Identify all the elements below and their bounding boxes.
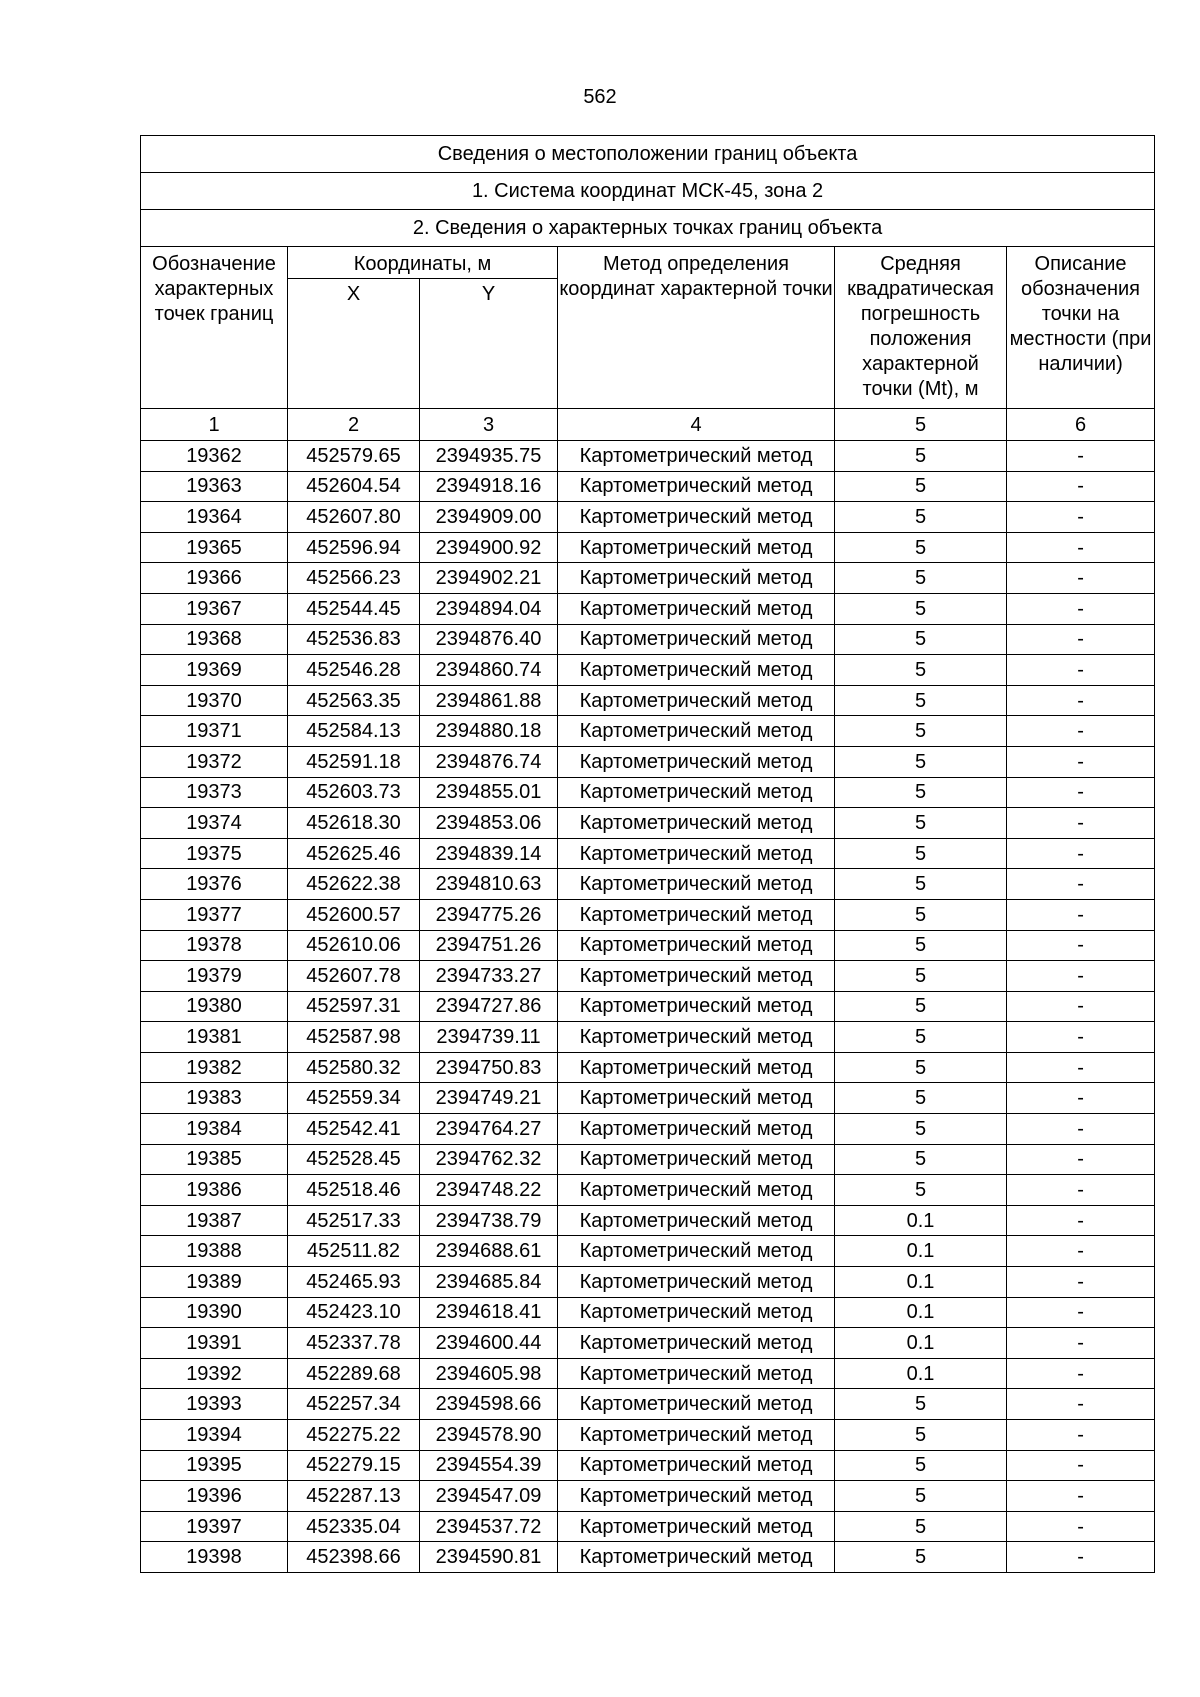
error-cell: 5: [835, 1083, 1007, 1114]
coord-x-cell: 452618.30: [288, 808, 420, 839]
coord-y-cell: 2394739.11: [420, 1022, 558, 1053]
error-cell: 5: [835, 593, 1007, 624]
error-cell: 0.1: [835, 1267, 1007, 1298]
table-row: [141, 1389, 1155, 1420]
coord-x-cell: 452579.65: [288, 441, 420, 472]
coord-x-cell: 452517.33: [288, 1205, 420, 1236]
header-coordinates: Координаты, м: [288, 247, 558, 279]
point-id-cell: 19375: [141, 838, 288, 869]
coord-y-cell: 2394547.09: [420, 1481, 558, 1512]
description-cell: -: [1007, 1267, 1155, 1298]
coord-y-cell: 2394764.27: [420, 1114, 558, 1145]
point-id-cell: 19381: [141, 1022, 288, 1053]
description-cell: -: [1007, 1022, 1155, 1053]
point-id-cell: 19364: [141, 502, 288, 533]
method-cell: Картометрический метод: [558, 1022, 835, 1053]
error-cell: 0.1: [835, 1358, 1007, 1389]
method-cell: Картометрический метод: [558, 746, 835, 777]
point-id-cell: 19392: [141, 1358, 288, 1389]
description-cell: -: [1007, 869, 1155, 900]
point-id-cell: 19393: [141, 1389, 288, 1420]
method-cell: Картометрический метод: [558, 624, 835, 655]
method-cell: Картометрический метод: [558, 1267, 835, 1298]
point-id-cell: 19396: [141, 1481, 288, 1512]
description-cell: -: [1007, 746, 1155, 777]
table-row: [141, 1420, 1155, 1451]
table-row: [141, 1481, 1155, 1512]
description-cell: -: [1007, 1205, 1155, 1236]
coord-x-cell: 452511.82: [288, 1236, 420, 1267]
column-number: 6: [1007, 409, 1155, 441]
method-cell: Картометрический метод: [558, 1420, 835, 1451]
column-number: 5: [835, 409, 1007, 441]
table-row: [141, 685, 1155, 716]
table-row: [141, 1236, 1155, 1267]
coord-y-cell: 2394618.41: [420, 1297, 558, 1328]
coord-y-cell: 2394876.40: [420, 624, 558, 655]
description-cell: -: [1007, 961, 1155, 992]
description-cell: -: [1007, 502, 1155, 533]
point-id-cell: 19387: [141, 1205, 288, 1236]
coord-y-cell: 2394685.84: [420, 1267, 558, 1298]
table-row: [141, 1205, 1155, 1236]
coord-x-cell: 452518.46: [288, 1175, 420, 1206]
point-id-cell: 19367: [141, 593, 288, 624]
table-row: [141, 1083, 1155, 1114]
coord-y-cell: 2394900.92: [420, 532, 558, 563]
coord-y-cell: 2394876.74: [420, 746, 558, 777]
description-cell: -: [1007, 1511, 1155, 1542]
header-description: Описание обозначения точки на местности (при наличии): [1007, 247, 1155, 409]
table-row: [141, 441, 1155, 472]
error-cell: 5: [835, 563, 1007, 594]
coord-x-cell: 452597.31: [288, 991, 420, 1022]
coordinate-system: 1. Система координат МСК-45, зона 2: [141, 173, 1155, 210]
description-cell: -: [1007, 1144, 1155, 1175]
coord-x-cell: 452604.54: [288, 471, 420, 502]
header-designation: Обозначение характерных точек границ: [141, 247, 288, 409]
table-row: [141, 716, 1155, 747]
coord-x-cell: 452544.45: [288, 593, 420, 624]
coord-x-cell: 452275.22: [288, 1420, 420, 1451]
column-number: 4: [558, 409, 835, 441]
method-cell: Картометрический метод: [558, 1511, 835, 1542]
point-id-cell: 19378: [141, 930, 288, 961]
table-row: [141, 502, 1155, 533]
point-id-cell: 19397: [141, 1511, 288, 1542]
error-cell: 5: [835, 899, 1007, 930]
point-id-cell: 19385: [141, 1144, 288, 1175]
coord-y-cell: 2394860.74: [420, 655, 558, 686]
coord-x-cell: 452536.83: [288, 624, 420, 655]
table-row: [141, 1267, 1155, 1298]
error-cell: 5: [835, 808, 1007, 839]
error-cell: 5: [835, 716, 1007, 747]
point-id-cell: 19365: [141, 532, 288, 563]
method-cell: Картометрический метод: [558, 1481, 835, 1512]
page-number: 562: [583, 86, 617, 108]
coord-y-cell: 2394880.18: [420, 716, 558, 747]
point-id-cell: 19369: [141, 655, 288, 686]
error-cell: 5: [835, 502, 1007, 533]
coord-x-cell: 452625.46: [288, 838, 420, 869]
table-row: [141, 532, 1155, 563]
method-cell: Картометрический метод: [558, 1052, 835, 1083]
coord-y-cell: 2394894.04: [420, 593, 558, 624]
method-cell: Картометрический метод: [558, 655, 835, 686]
method-cell: Картометрический метод: [558, 1144, 835, 1175]
point-id-cell: 19398: [141, 1542, 288, 1573]
coord-y-cell: 2394839.14: [420, 838, 558, 869]
coord-x-cell: 452563.35: [288, 685, 420, 716]
point-id-cell: 19388: [141, 1236, 288, 1267]
error-cell: 5: [835, 655, 1007, 686]
table-row: [141, 655, 1155, 686]
method-cell: Картометрический метод: [558, 716, 835, 747]
description-cell: -: [1007, 1481, 1155, 1512]
error-cell: 5: [835, 532, 1007, 563]
error-cell: 5: [835, 991, 1007, 1022]
description-cell: -: [1007, 1542, 1155, 1573]
method-cell: Картометрический метод: [558, 869, 835, 900]
coord-x-cell: 452607.80: [288, 502, 420, 533]
point-id-cell: 19377: [141, 899, 288, 930]
header-x: X: [288, 279, 420, 409]
table-row: [141, 869, 1155, 900]
error-cell: 5: [835, 1420, 1007, 1451]
description-cell: -: [1007, 1420, 1155, 1451]
error-cell: 0.1: [835, 1328, 1007, 1359]
error-cell: 5: [835, 1022, 1007, 1053]
method-cell: Картометрический метод: [558, 502, 835, 533]
coord-x-cell: 452335.04: [288, 1511, 420, 1542]
coord-x-cell: 452337.78: [288, 1328, 420, 1359]
table-row: [141, 563, 1155, 594]
method-cell: Картометрический метод: [558, 563, 835, 594]
point-id-cell: 19376: [141, 869, 288, 900]
coord-y-cell: 2394727.86: [420, 991, 558, 1022]
description-cell: -: [1007, 1052, 1155, 1083]
coord-x-cell: 452257.34: [288, 1389, 420, 1420]
coord-x-cell: 452584.13: [288, 716, 420, 747]
error-cell: 5: [835, 1144, 1007, 1175]
description-cell: -: [1007, 1389, 1155, 1420]
method-cell: Картометрический метод: [558, 961, 835, 992]
coord-x-cell: 452287.13: [288, 1481, 420, 1512]
coord-y-cell: 2394810.63: [420, 869, 558, 900]
coord-x-cell: 452546.28: [288, 655, 420, 686]
method-cell: Картометрический метод: [558, 1542, 835, 1573]
error-cell: 5: [835, 685, 1007, 716]
error-cell: 5: [835, 1114, 1007, 1145]
error-cell: 0.1: [835, 1297, 1007, 1328]
coord-y-cell: 2394537.72: [420, 1511, 558, 1542]
method-cell: Картометрический метод: [558, 1358, 835, 1389]
table-row: [141, 961, 1155, 992]
point-id-cell: 19386: [141, 1175, 288, 1206]
error-cell: 5: [835, 1175, 1007, 1206]
coord-y-cell: 2394762.32: [420, 1144, 558, 1175]
coord-y-cell: 2394861.88: [420, 685, 558, 716]
table-row: [141, 1328, 1155, 1359]
method-cell: Картометрический метод: [558, 991, 835, 1022]
point-id-cell: 19371: [141, 716, 288, 747]
table-row: [141, 1114, 1155, 1145]
coord-y-cell: 2394935.75: [420, 441, 558, 472]
coord-x-cell: 452587.98: [288, 1022, 420, 1053]
table-row: [141, 471, 1155, 502]
coord-y-cell: 2394554.39: [420, 1450, 558, 1481]
column-number: 2: [288, 409, 420, 441]
method-cell: Картометрический метод: [558, 1450, 835, 1481]
table-row: [141, 899, 1155, 930]
coord-x-cell: 452596.94: [288, 532, 420, 563]
error-cell: 5: [835, 1052, 1007, 1083]
description-cell: -: [1007, 991, 1155, 1022]
description-cell: -: [1007, 808, 1155, 839]
coord-x-cell: 452423.10: [288, 1297, 420, 1328]
error-cell: 5: [835, 624, 1007, 655]
description-cell: -: [1007, 685, 1155, 716]
point-id-cell: 19370: [141, 685, 288, 716]
point-id-cell: 19363: [141, 471, 288, 502]
method-cell: Картометрический метод: [558, 899, 835, 930]
description-cell: -: [1007, 471, 1155, 502]
point-id-cell: 19373: [141, 777, 288, 808]
description-cell: -: [1007, 655, 1155, 686]
coord-y-cell: 2394909.00: [420, 502, 558, 533]
point-id-cell: 19366: [141, 563, 288, 594]
header-y: Y: [420, 279, 558, 409]
description-cell: -: [1007, 1297, 1155, 1328]
description-cell: -: [1007, 441, 1155, 472]
coord-x-cell: 452289.68: [288, 1358, 420, 1389]
coord-y-cell: 2394775.26: [420, 899, 558, 930]
coord-y-cell: 2394590.81: [420, 1542, 558, 1573]
method-cell: Картометрический метод: [558, 532, 835, 563]
table-row: [141, 930, 1155, 961]
point-id-cell: 19382: [141, 1052, 288, 1083]
coord-y-cell: 2394733.27: [420, 961, 558, 992]
column-number: 3: [420, 409, 558, 441]
coord-x-cell: 452559.34: [288, 1083, 420, 1114]
method-cell: Картометрический метод: [558, 838, 835, 869]
coord-y-cell: 2394918.16: [420, 471, 558, 502]
coord-x-cell: 452607.78: [288, 961, 420, 992]
coord-x-cell: 452398.66: [288, 1542, 420, 1573]
coord-x-cell: 452600.57: [288, 899, 420, 930]
method-cell: Картометрический метод: [558, 1328, 835, 1359]
coord-x-cell: 452542.41: [288, 1114, 420, 1145]
coord-y-cell: 2394600.44: [420, 1328, 558, 1359]
error-cell: 5: [835, 838, 1007, 869]
error-cell: 5: [835, 1511, 1007, 1542]
table-row: [141, 1358, 1155, 1389]
table-row: [141, 808, 1155, 839]
error-cell: 5: [835, 471, 1007, 502]
point-id-cell: 19379: [141, 961, 288, 992]
error-cell: 5: [835, 869, 1007, 900]
point-id-cell: 19380: [141, 991, 288, 1022]
column-number: 1: [141, 409, 288, 441]
error-cell: 5: [835, 441, 1007, 472]
error-cell: 5: [835, 961, 1007, 992]
method-cell: Картометрический метод: [558, 1389, 835, 1420]
table-row: [141, 777, 1155, 808]
table-row: [141, 1542, 1155, 1573]
error-cell: 5: [835, 746, 1007, 777]
description-cell: -: [1007, 1358, 1155, 1389]
error-cell: 0.1: [835, 1236, 1007, 1267]
coord-y-cell: 2394578.90: [420, 1420, 558, 1451]
description-cell: -: [1007, 716, 1155, 747]
table-row: [141, 838, 1155, 869]
coord-y-cell: 2394738.79: [420, 1205, 558, 1236]
coord-x-cell: 452603.73: [288, 777, 420, 808]
table-row: [141, 746, 1155, 777]
coord-y-cell: 2394853.06: [420, 808, 558, 839]
points-section-title: 2. Сведения о характерных точках границ объекта: [141, 210, 1155, 247]
coord-x-cell: 452622.38: [288, 869, 420, 900]
method-cell: Картометрический метод: [558, 930, 835, 961]
point-id-cell: 19374: [141, 808, 288, 839]
header-error: Средняя квадратическая погрешность положения характерной точки (Mt), м: [835, 247, 1007, 409]
coord-x-cell: 452279.15: [288, 1450, 420, 1481]
description-cell: -: [1007, 1083, 1155, 1114]
method-cell: Картометрический метод: [558, 471, 835, 502]
description-cell: -: [1007, 1114, 1155, 1145]
coord-y-cell: 2394751.26: [420, 930, 558, 961]
table-row: [141, 1450, 1155, 1481]
table-row: [141, 1511, 1155, 1542]
method-cell: Картометрический метод: [558, 441, 835, 472]
coord-x-cell: 452528.45: [288, 1144, 420, 1175]
description-cell: -: [1007, 563, 1155, 594]
coord-x-cell: 452465.93: [288, 1267, 420, 1298]
error-cell: 0.1: [835, 1205, 1007, 1236]
table-row: [141, 1297, 1155, 1328]
coord-y-cell: 2394605.98: [420, 1358, 558, 1389]
point-id-cell: 19383: [141, 1083, 288, 1114]
description-cell: -: [1007, 624, 1155, 655]
coord-y-cell: 2394748.22: [420, 1175, 558, 1206]
point-id-cell: 19368: [141, 624, 288, 655]
description-cell: -: [1007, 1236, 1155, 1267]
coord-x-cell: 452580.32: [288, 1052, 420, 1083]
method-cell: Картометрический метод: [558, 1205, 835, 1236]
boundary-points-table: [140, 135, 1155, 1573]
error-cell: 5: [835, 1450, 1007, 1481]
error-cell: 5: [835, 1481, 1007, 1512]
description-cell: -: [1007, 777, 1155, 808]
coord-x-cell: 452591.18: [288, 746, 420, 777]
error-cell: 5: [835, 777, 1007, 808]
coord-y-cell: 2394598.66: [420, 1389, 558, 1420]
method-cell: Картометрический метод: [558, 1083, 835, 1114]
table-row: [141, 1175, 1155, 1206]
point-id-cell: 19390: [141, 1297, 288, 1328]
header-method: Метод определения координат характерной точки: [558, 247, 835, 409]
error-cell: 5: [835, 1542, 1007, 1573]
description-cell: -: [1007, 1175, 1155, 1206]
point-id-cell: 19389: [141, 1267, 288, 1298]
description-cell: -: [1007, 1450, 1155, 1481]
table-row: [141, 624, 1155, 655]
method-cell: Картометрический метод: [558, 1175, 835, 1206]
method-cell: Картометрический метод: [558, 593, 835, 624]
description-cell: -: [1007, 1328, 1155, 1359]
description-cell: -: [1007, 899, 1155, 930]
coord-x-cell: 452610.06: [288, 930, 420, 961]
method-cell: Картометрический метод: [558, 1236, 835, 1267]
description-cell: -: [1007, 930, 1155, 961]
point-id-cell: 19395: [141, 1450, 288, 1481]
description-cell: -: [1007, 838, 1155, 869]
point-id-cell: 19372: [141, 746, 288, 777]
table-row: [141, 1144, 1155, 1175]
coord-y-cell: 2394688.61: [420, 1236, 558, 1267]
table-row: [141, 593, 1155, 624]
table-row: [141, 1052, 1155, 1083]
error-cell: 5: [835, 930, 1007, 961]
method-cell: Картометрический метод: [558, 685, 835, 716]
table-title: Сведения о местоположении границ объекта: [141, 136, 1155, 173]
description-cell: -: [1007, 532, 1155, 563]
coord-y-cell: 2394749.21: [420, 1083, 558, 1114]
method-cell: Картометрический метод: [558, 1114, 835, 1145]
coord-y-cell: 2394902.21: [420, 563, 558, 594]
coord-y-cell: 2394750.83: [420, 1052, 558, 1083]
error-cell: 5: [835, 1389, 1007, 1420]
method-cell: Картометрический метод: [558, 1297, 835, 1328]
coord-y-cell: 2394855.01: [420, 777, 558, 808]
method-cell: Картометрический метод: [558, 777, 835, 808]
table-row: [141, 991, 1155, 1022]
point-id-cell: 19362: [141, 441, 288, 472]
description-cell: -: [1007, 593, 1155, 624]
method-cell: Картометрический метод: [558, 808, 835, 839]
table-row: [141, 1022, 1155, 1053]
point-id-cell: 19384: [141, 1114, 288, 1145]
point-id-cell: 19391: [141, 1328, 288, 1359]
point-id-cell: 19394: [141, 1420, 288, 1451]
coord-x-cell: 452566.23: [288, 563, 420, 594]
